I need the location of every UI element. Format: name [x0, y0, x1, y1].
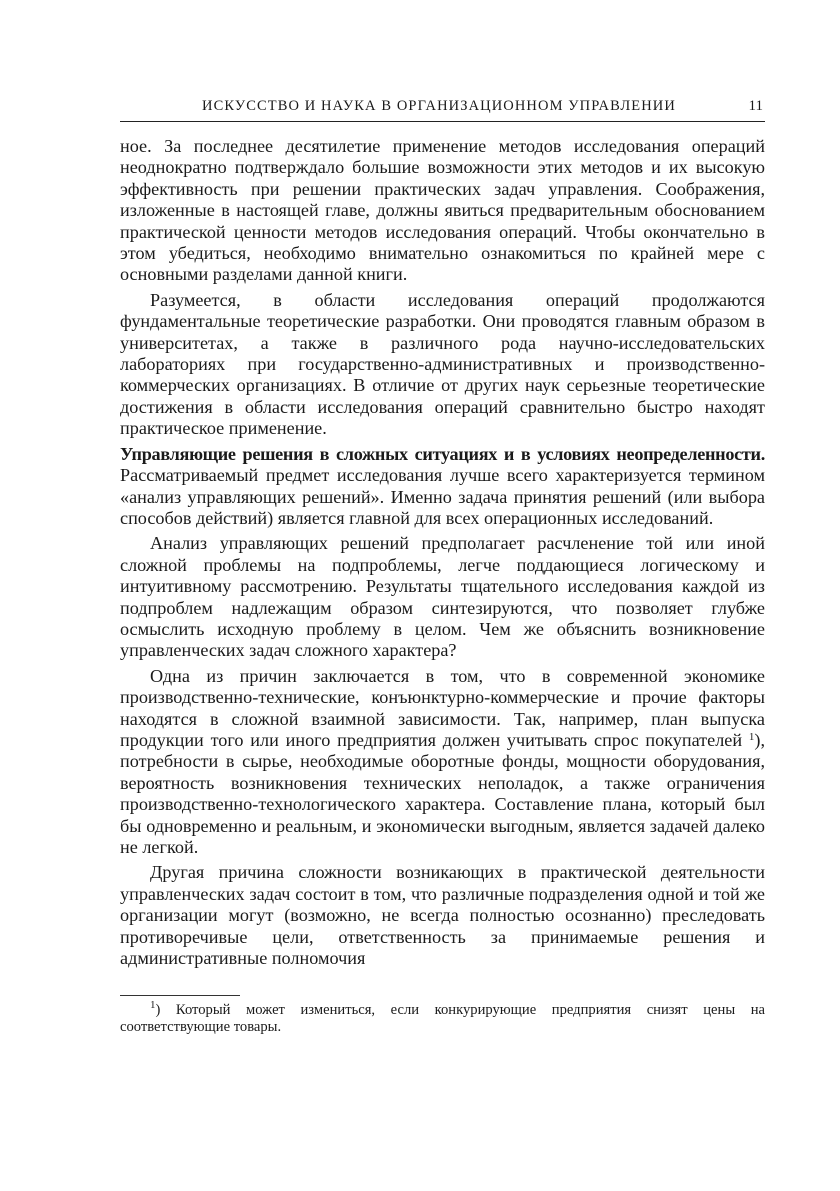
paragraph-continuation: ное. За последнее десятилетие применение методов исследования операций неоднократно подтверждало большие возможности этих методов и их высокую эффективность при решении практических задач управления. Соображения, изложенные в настоящей главе, должны явиться предварительным обоснованием практической ценности методов исследования операций. Чтобы окончательно в этом убедиться, необходимо внимательно ознакомиться по крайней мере с основными разделами данной книги. [120, 136, 765, 285]
paragraph-first-reason-start: Одна из причин заключается в том, что в современной экономике производственно-технические, конъюнктурно-коммерческие и прочие факторы находятся в сложной взаимной зависимости. Так, например, план выпуска продукции того или иного предприятия должен учитывать спрос покупателей [120, 665, 765, 750]
paragraph-first-reason [120, 666, 765, 859]
main-text [120, 136, 765, 969]
paragraph-theory: Разумеется, в области исследования операций продолжаются фундаментальные теоретические разработки. Они проводятся главным образом в университетах, а также в различного рода научно-исследовательских лабораториях при государственно-административных и производственно-коммерческих организациях. В отличие от других наук серьезные теоретические достижения в области исследования операций сравнительно быстро находят практическое применение. [120, 289, 765, 439]
paragraph-decisions [120, 444, 765, 530]
running-header [120, 98, 765, 122]
book-page [120, 98, 765, 1036]
footnote-divider [120, 995, 240, 996]
section-run-in-heading: Управляющие решения в сложных ситуациях и в условиях неопределенности. [120, 443, 765, 464]
paragraph-second-reason: Другая причина сложности возникающих в практической деятельности управленческих задач состоит в том, что различные подразделения одной и той же организации могут (возможно, не всегда полностью осознанно) преследовать противоречивые цели, ответственность за принимаемые решения и административные полномочия [120, 862, 765, 969]
page-number: 11 [748, 98, 763, 114]
footnote-text: ) Который может измениться, если конкурирующие предприятия снизят цены на соответствующие товары. [120, 1002, 765, 1036]
paragraph-first-reason-end: ), потребности в сырье, необходимые оборотные фонды, мощности оборудования, вероятность возникновения технических неполадок, а также ограничения производственно-технологического характера. Составление плана, который был бы одновременно и реальным, и экономически выгодным, является задачей далеко не легкой. [120, 729, 765, 857]
footnote [120, 999, 765, 1036]
footnote-reference[interactable]: 1 [748, 730, 755, 743]
footnote-mark: 1 [150, 999, 156, 1012]
running-header-title: ИСКУССТВО И НАУКА В ОРГАНИЗАЦИОННОМ УПРАВЛЕНИИ [202, 98, 676, 114]
paragraph-decisions-text: Рассматриваемый предмет исследования лучше всего характеризуется термином «анализ управляющих решений». Именно задача принятия решений (или выбора способов действий) является главной для всех операционных исследований. [120, 465, 765, 528]
paragraph-analysis: Анализ управляющих решений предполагает расчленение той или иной сложной проблемы на подпроблемы, легче поддающиеся логическому и интуитивному рассмотрению. Результаты тщательного исследования каждой из подпроблем надлежащим образом синтезируются, что позволяет глубже осмыслить исходную проблему в целом. Чем же объяснить возникновение управленческих задач сложного характера? [120, 533, 765, 661]
